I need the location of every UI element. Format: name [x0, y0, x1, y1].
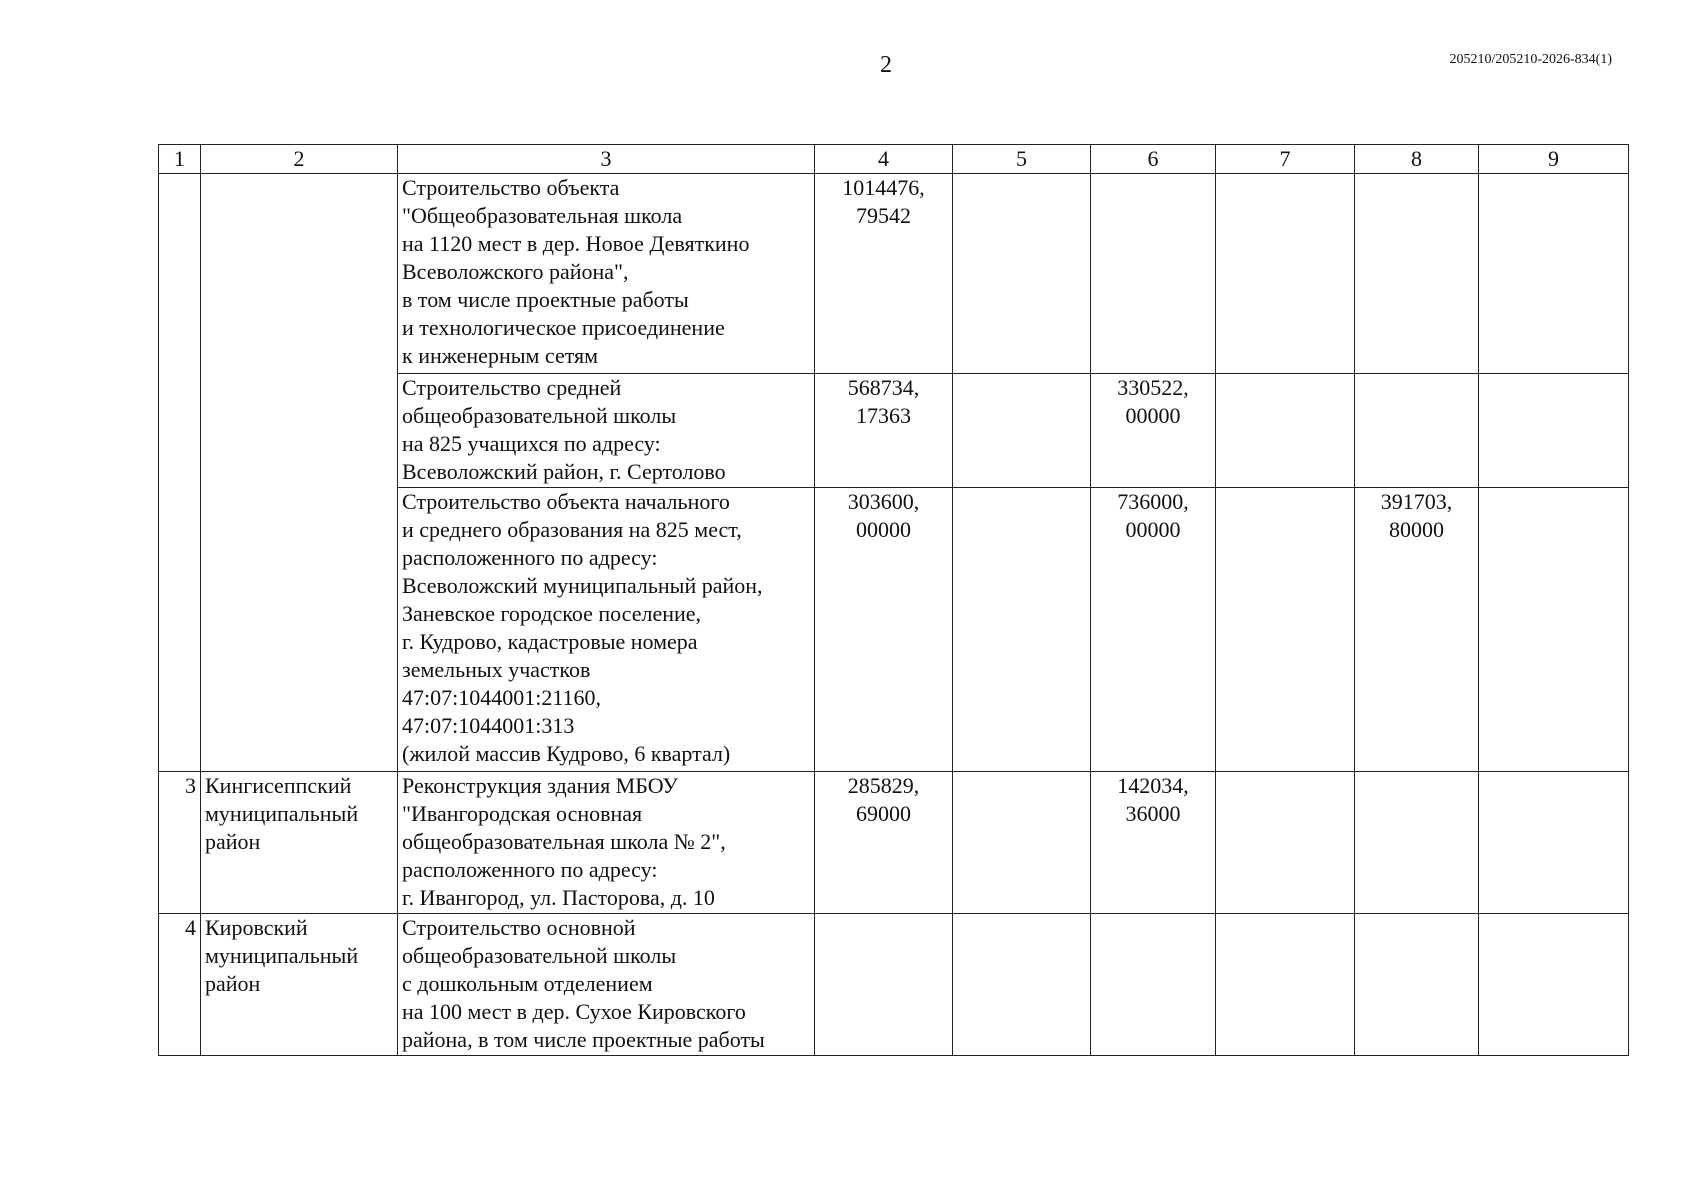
column-header: 3 [398, 145, 815, 174]
value-cell-col8 [1355, 914, 1479, 1056]
table-row [159, 772, 1629, 914]
row-number-cell: 3 [159, 772, 201, 914]
value-cell-col8: 391703, 80000 [1355, 488, 1479, 772]
page-number: 2 [880, 52, 892, 78]
district-cell [201, 174, 398, 772]
value-cell-col6: 142034, 36000 [1091, 772, 1216, 914]
value-cell-col7 [1216, 174, 1355, 374]
row-number-cell [159, 174, 201, 772]
value-cell-col7 [1216, 374, 1355, 488]
object-description-cell: Строительство объекта "Общеобразовательная школа на 1120 мест в дер. Новое Девяткино Всеволожского района", в том числе проектные работы и технологическое присоединение к инженерным сетям [398, 174, 815, 374]
value-cell-col7 [1216, 772, 1355, 914]
table-row [159, 174, 1629, 374]
column-header: 7 [1216, 145, 1355, 174]
value-cell-col7 [1216, 488, 1355, 772]
value-cell-col4: 568734, 17363 [815, 374, 953, 488]
column-header: 2 [201, 145, 398, 174]
value-cell-col7 [1216, 914, 1355, 1056]
value-cell-col4 [815, 914, 953, 1056]
column-header: 5 [953, 145, 1091, 174]
value-cell-col9 [1479, 174, 1629, 374]
value-cell-col9 [1479, 914, 1629, 1056]
value-cell-col9 [1479, 488, 1629, 772]
value-cell-col6 [1091, 174, 1216, 374]
value-cell-col9 [1479, 374, 1629, 488]
object-description-cell: Реконструкция здания МБОУ "Ивангородская основная общеобразовательная школа № 2", расположенного по адресу: г. Ивангород, ул. Пасторова, д. 10 [398, 772, 815, 914]
district-cell: Кингисеппский муниципальный район [201, 772, 398, 914]
value-cell-col4: 303600, 00000 [815, 488, 953, 772]
column-header: 1 [159, 145, 201, 174]
value-cell-col5 [953, 488, 1091, 772]
column-header: 9 [1479, 145, 1629, 174]
object-description-cell: Строительство основной общеобразовательной школы с дошкольным отделением на 100 мест в дер. Сухое Кировского района, в том числе проектные работы [398, 914, 815, 1056]
value-cell-col5 [953, 772, 1091, 914]
value-cell-col8 [1355, 174, 1479, 374]
value-cell-col4: 285829, 69000 [815, 772, 953, 914]
column-header: 8 [1355, 145, 1479, 174]
value-cell-col8 [1355, 772, 1479, 914]
value-cell-col5 [953, 914, 1091, 1056]
row-number-cell: 4 [159, 914, 201, 1056]
value-cell-col8 [1355, 374, 1479, 488]
table-header-row [159, 145, 1629, 174]
district-cell: Кировский муниципальный район [201, 914, 398, 1056]
object-description-cell: Строительство объекта начального и среднего образования на 825 мест, расположенного по адресу: Всеволожский муниципальный район, Заневское городское поселение, г. Кудрово, кадастровые номера земельных участков 47:07:1044001:21160, 47:07:1044001:313 (жилой массив Кудрово, 6 квартал) [398, 488, 815, 772]
column-header: 4 [815, 145, 953, 174]
value-cell-col9 [1479, 772, 1629, 914]
value-cell-col6: 736000, 00000 [1091, 488, 1216, 772]
value-cell-col6 [1091, 914, 1216, 1056]
column-header: 6 [1091, 145, 1216, 174]
value-cell-col5 [953, 174, 1091, 374]
value-cell-col4: 1014476, 79542 [815, 174, 953, 374]
document-id: 205210/205210-2026-834(1) [1449, 52, 1612, 67]
value-cell-col5 [953, 374, 1091, 488]
table-row [159, 914, 1629, 1056]
data-table [158, 144, 1629, 1056]
value-cell-col6: 330522, 00000 [1091, 374, 1216, 488]
object-description-cell: Строительство средней общеобразовательной школы на 825 учащихся по адресу: Всеволожский район, г. Сертолово [398, 374, 815, 488]
